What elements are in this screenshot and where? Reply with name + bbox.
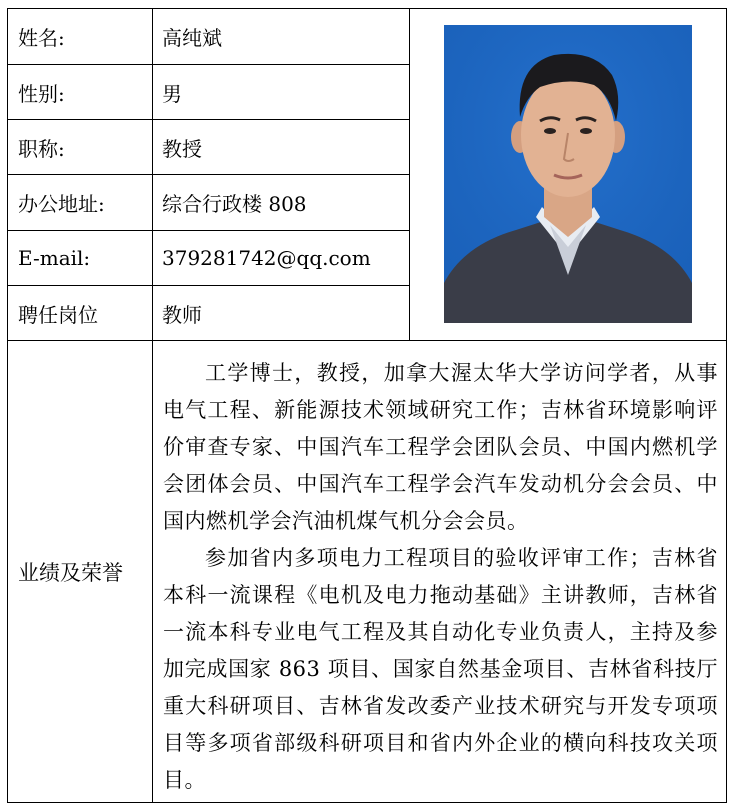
achievements-paragraph: 参加省内多项电力工程项目的验收评审工作；吉林省本科一流课程《电机及电力拖动基础》主讲教师，吉林省一流本科专业电气工程及其自动化专业负责人，主持及参加完成国家 863 项目、国家自然基金项目、吉林省科技厅重大科研项目、吉林省发改委产业技术研究与开发专项项目等多项省部级科研项目和省内外企业的横向科技攻关项目。 bbox=[163, 546, 718, 792]
photo-cell bbox=[410, 9, 727, 341]
gender-label: 性别: bbox=[8, 65, 153, 120]
title-value: 教授 bbox=[153, 120, 410, 175]
position-label: 聘任岗位 bbox=[8, 286, 153, 341]
achievements-paragraph: 工学博士，教授，加拿大渥太华大学访问学者，从事电气工程、新能源技术领域研究工作；吉林省环境影响评价审查专家、中国汽车工程学会团队会员、中国内燃机学会团体会员、中国汽车工程学会汽车发动机分会会员、中国内燃机学会汽油机煤气机分会会员。 bbox=[163, 361, 718, 533]
office-value: 综合行政楼 808 bbox=[153, 175, 410, 231]
gender-value: 男 bbox=[153, 65, 410, 120]
achievements-label: 业绩及荣誉 bbox=[8, 341, 153, 803]
name-label: 姓名: bbox=[8, 9, 153, 65]
title-label: 职称: bbox=[8, 120, 153, 175]
position-value: 教师 bbox=[153, 286, 410, 341]
profile-table bbox=[7, 8, 727, 803]
achievements-cell bbox=[153, 341, 727, 803]
office-label: 办公地址: bbox=[8, 175, 153, 231]
email-label: E-mail: bbox=[8, 231, 153, 286]
email-value: 379281742@qq.com bbox=[153, 231, 410, 286]
name-value: 高纯斌 bbox=[153, 9, 410, 65]
portrait-photo bbox=[444, 25, 692, 323]
